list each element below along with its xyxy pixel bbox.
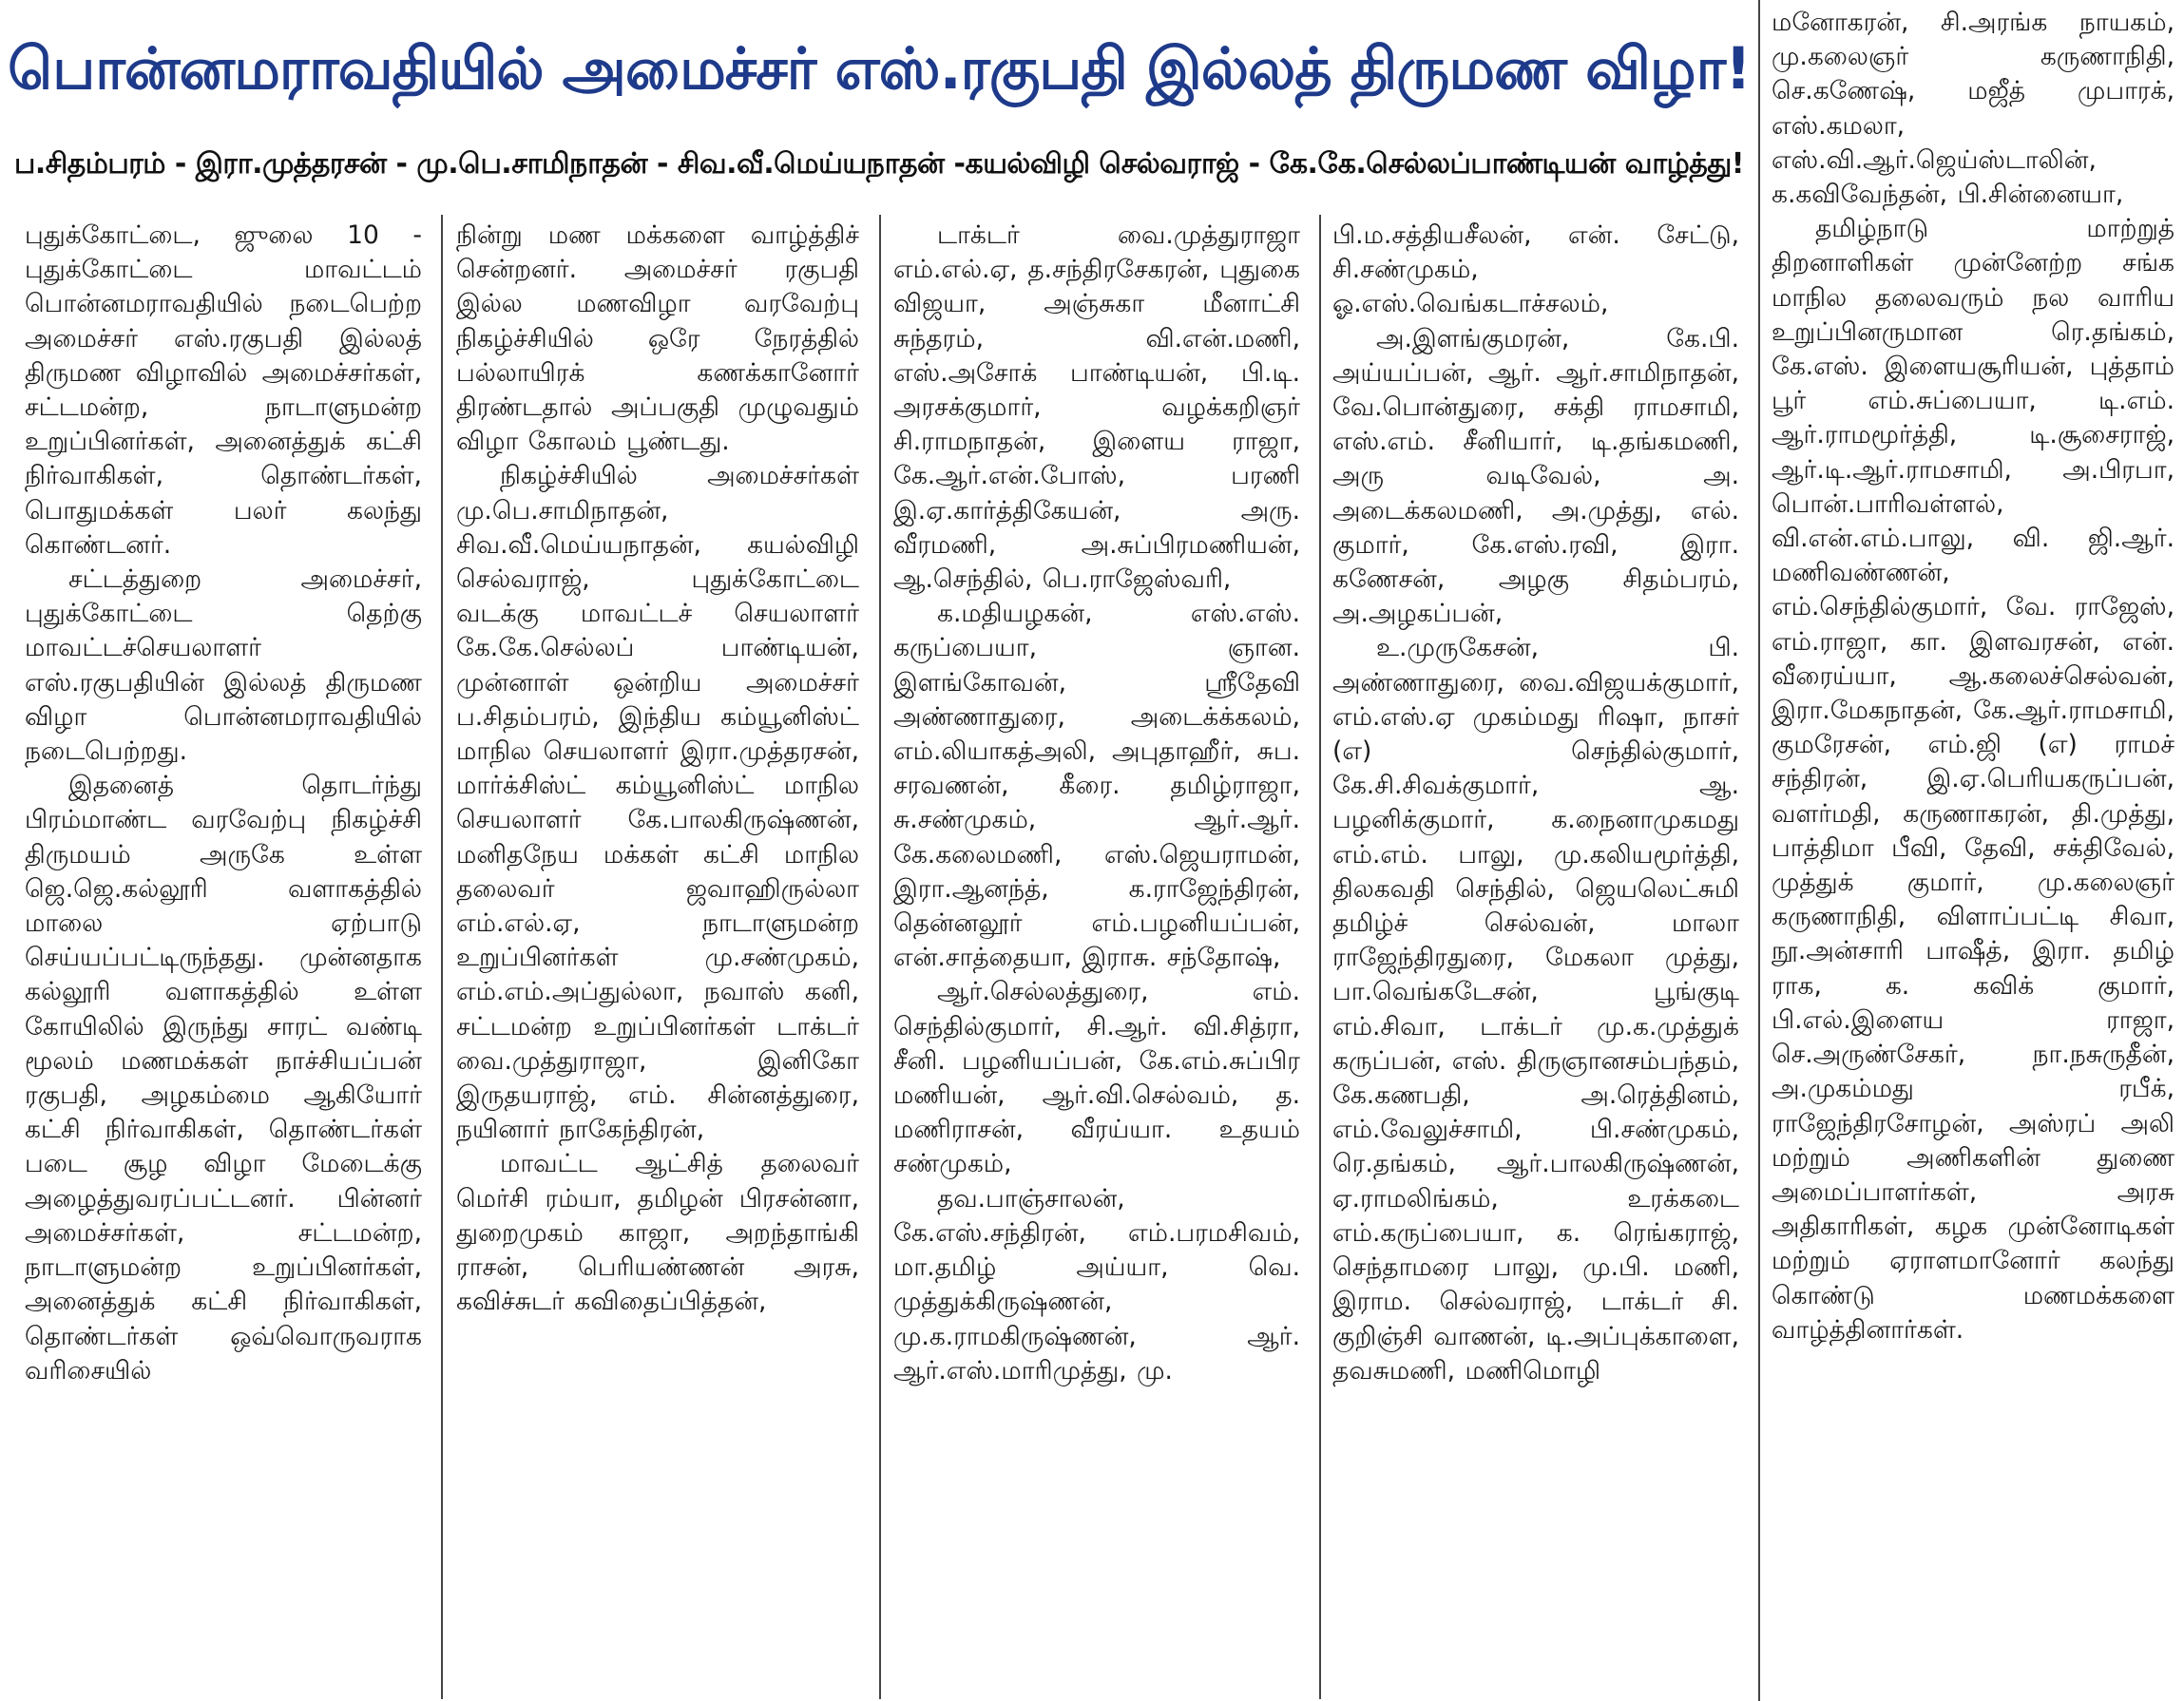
column-rule (1319, 215, 1321, 1699)
column-rule (879, 215, 881, 1699)
paragraph: ஆர்.செல்லத்துரை, எம். செந்தில்குமார், சி.ஆர். வி.சித்ரா, சீனி. பழனியப்பன், கே.எம்.சுப்பிர மணியன், ஆர்.வி.செல்வம், த. மணிராசன், வீரய்யா. உதயம் சண்முகம், (893, 977, 1300, 1179)
column-rule (1758, 0, 1760, 1701)
article-column-3 (893, 219, 1300, 1701)
paragraph: உ.முருகேசன், பி. அண்ணாதுரை, வை.விஜயக்குமார், எம்.எஸ்.ஏ முகம்மது ரிஷா, நாசர் (எ) செந்தில்குமார், கே.சி.சிவக்குமார், ஆ. பழனிக்குமார், க.நைனாமுகமது எம்.எம். பாலு, மு.கலியமூர்த்தி, திலகவதி செந்தில், ஜெயலெட்சுமி தமிழ்ச் செல்வன், மாலா ராஜேந்திரதுரை, மேகலா முத்து, பா.வெங்கடேசன், பூங்குடி எம்.சிவா, டாக்டர் மு.க.முத்துக் கருப்பன், எஸ். திருஞானசம்பந்தம், கே.கணபதி, அ.ரெத்தினம், எம்.வேலுச்சாமி, பி.சண்முகம், ரெ.தங்கம், ஆர்.பாலகிருஷ்ணன், ஏ.ராமலிங்கம், உரக்கடை எம்.கருப்பையா, க. ரெங்கராஜ், செந்தாமரை பாலு, மு.பி. மணி, இராம. செல்வராஜ், டாக்டர் சி. குறிஞ்சி வாணன், டி.அப்புக்காளை, தவசுமணி, மணிமொழி (1332, 633, 1739, 1386)
paragraph: புதுக்கோட்டை, ஜுலை 10 - புதுக்கோட்டை மாவட்டம் பொன்னமராவதியில் நடைபெற்ற அமைச்சர் எஸ்.ரகுபதி இல்லத் திருமண விழாவில் அமைச்சர்கள், சட்டமன்ற, நாடாளுமன்ற உறுப்பினர்கள், அனைத்துக் கட்சி நிர்வாகிகள், தொண்டர்கள், பொதுமக்கள் பலர் கலந்து கொண்டனர். (25, 220, 422, 560)
headline: பொன்னமராவதியில் அமைச்சர் எஸ்.ரகுபதி இல்லத் திருமண விழா! (8, 36, 1751, 103)
paragraph: அ.இளங்குமரன், கே.பி. அய்யப்பன், ஆர். ஆர்.சாமிநாதன், வே.பொன்துரை, சக்தி ராமசாமி, எஸ்.எம். சீனியார், டி.தங்கமணி, அரு வடிவேல், அ. அடைக்கலமணி, அ.முத்து, எல். குமார், கே.எஸ்.ரவி, இரா. கணேசன், அழகு சிதம்பரம், அ.அழகப்பன், (1332, 323, 1739, 629)
column-rule (441, 215, 443, 1699)
article-column-2 (456, 219, 859, 1701)
article-column-4 (1332, 219, 1739, 1701)
paragraph: தவ.பாஞ்சாலன், கே.எஸ்.சந்திரன், எம்.பரமசிவம், மா.தமிழ் அய்யா, வெ. முத்துக்கிருஷ்ணன், மு.க.ராமகிருஷ்ணன், ஆர். ஆர்.எஸ்.மாரிமுத்து, மு. (893, 1183, 1300, 1386)
paragraph: சட்டத்துறை அமைச்சர், புதுக்கோட்டை தெற்கு மாவட்டச்செயலாளர் எஸ்.ரகுபதியின் இல்லத் திருமண விழா பொன்னமராவதியில் நடைபெற்றது. (25, 564, 422, 767)
paragraph: டாக்டர் வை.முத்துராஜா எம்.எல்.ஏ, த.சந்திரசேகரன், புதுகை விஜயா, அஞ்சுகா மீனாட்சி சுந்தரம், வி.என்.மணி, எஸ்.அசோக் பாண்டியன், பி.டி. அரசக்குமார், வழக்கறிஞர் சி.ராமநாதன், இளைய ராஜா, கே.ஆர்.என்.போஸ், பரணி இ.ஏ.கார்த்திகேயன், அரு. வீரமணி, அ.சுப்பிரமணியன், ஆ.செந்தில், பெ.ராஜேஸ்வரி, (893, 220, 1300, 595)
article-column-5 (1772, 6, 2174, 1699)
paragraph: க.மதியழகன், எஸ்.எஸ். கருப்பையா, ஞான. இளங்கோவன், ஸ்ரீதேவி அண்ணாதுரை, அடைக்க்கலம், எம்.லியாகத்அலி, அபுதாஹீர், சுப. சரவணன், கீரை. தமிழ்ராஜா, சு.சண்முகம், ஆர்.ஆர். கே.கலைமணி, எஸ்.ஜெயராமன், இரா.ஆனந்த், க.ராஜேந்திரன், தென்னலூர் எம்.பழனியப்பன், என்.சாத்தையா, இராசு. சந்தோஷ், (893, 599, 1300, 973)
paragraph: மனோகரன், சி.அரங்க நாயகம், மு.கலைஞர் கருணாநிதி, செ.கணேஷ், மஜீத் முபாரக், எஸ்.கமலா, எஸ்.வி.ஆர்.ஜெய்ஸ்டாலின், க.கவிவேந்தன், பி.சின்னையா, (1772, 8, 2174, 210)
paragraph: தமிழ்நாடு மாற்றுத் திறனாளிகள் முன்னேற்ற சங்க மாநில தலைவரும் நல வாரிய உறுப்பினருமான ரெ.தங்கம், கே.எஸ். இளையசூரியன், புத்தாம் பூர் எம்.சுப்பையா, டி.எம். ஆர்.ராமமூர்த்தி, டி.சூசைராஜ், ஆர்.டி.ஆர்.ராமசாமி, அ.பிரபா, பொன்.பாரிவள்ளல், வி.என்.எம்.பாலு, வி. ஜி.ஆர். மணிவண்ணன், எம்.செந்தில்குமார், வே. ராஜேஸ், எம்.ராஜா, கா. இளவரசன், என். வீரைய்யா, ஆ.கலைச்செல்வன், இரா.மேகநாதன், கே.ஆர்.ராமசாமி, குமரேசன், எம்.ஜி (எ) ராமச் சந்திரன், இ.ஏ.பெரியகருப்பன், வளர்மதி, கருணாகரன், தி.முத்து, பாத்திமா பீவி, தேவி, சக்திவேல், முத்துக் குமார், மு.கலைஞர் கருணாநிதி, விளாப்பட்டி சிவா, நூ.அன்சாரி பாஷீத், இரா. தமிழ் ராக, க. கவிக் குமார், பி.எல்.இளைய ராஜா, செ.அருண்சேகர், நா.நசுருதீன், அ.முகம்மது ரபீக், ராஜேந்திரசோழன், அஸ்ரப் அலி மற்றும் அணிகளின் துணை அமைப்பாளர்கள், அரசு அதிகாரிகள், கழக முன்னோடிகள் மற்றும் ஏராளமானோர் கலந்து கொண்டு மணமக்களை வாழ்த்தினார்கள். (1772, 214, 2174, 1345)
subheadline: ப.சிதம்பரம் - இரா.முத்தரசன் - மு.பெ.சாமிநாதன் - சிவ.வீ.மெய்யநாதன் -கயல்விழி செல்வராஜ் - கே.கே.செல்லப்பாண்டியன் வாழ்த்து! (14, 147, 1744, 181)
paragraph: நிகழ்ச்சியில் அமைச்சர்கள் மு.பெ.சாமிநாதன், சிவ.வீ.மெய்யநாதன், கயல்விழி செல்வராஜ், புதுக்கோட்டை வடக்கு மாவட்டச் செயலாளர் கே.கே.செல்லப் பாண்டியன், முன்னாள் ஒன்றிய அமைச்சர் ப.சிதம்பரம், இந்திய கம்யூனிஸ்ட் மாநில செயலாளர் இரா.முத்தரசன், மார்க்சிஸ்ட் கம்யூனிஸ்ட் மாநில செயலாளர் கே.பாலகிருஷ்ணன், மனிதநேய மக்கள் கட்சி மாநில தலைவர் ஜவாஹிருல்லா எம்.எல்.ஏ, நாடாளுமன்ற உறுப்பினர்கள் மு.சண்முகம், எம்.எம்.அப்துல்லா, நவாஸ் கனி, சட்டமன்ற உறுப்பினர்கள் டாக்டர் வை.முத்துராஜா, இனிகோ இருதயராஜ், எம். சின்னத்துரை, நயினார் நாகேந்திரன், (456, 461, 859, 1145)
article-column-1 (25, 219, 422, 1701)
paragraph: பி.ம.சத்தியசீலன், என். சேட்டு, சி.சண்முகம், ஓ.எஸ்.வெங்கடாச்சலம், (1332, 220, 1739, 319)
paragraph: நின்று மண மக்களை வாழ்த்திச் சென்றனர். அமைச்சர் ரகுபதி இல்ல மணவிழா வரவேற்பு நிகழ்ச்சியில் ஒரே நேரத்தில் பல்லாயிரக் கணக்கானோர் திரண்டதால் அப்பகுதி முழுவதும் விழா கோலம் பூண்டது. (456, 220, 859, 457)
paragraph: இதனைத் தொடர்ந்து பிரம்மாண்ட வரவேற்பு நிகழ்ச்சி திருமயம் அருகே உள்ள ஜெ.ஜெ.கல்லூரி வளாகத்தில் மாலை ஏற்பாடு செய்யப்பட்டிருந்தது. முன்னதாக கல்லூரி வளாகத்தில் உள்ள கோயிலில் இருந்து சாரட் வண்டி மூலம் மணமக்கள் நாச்சியப்பன் ரகுபதி, அழகம்மை ஆகியோர் கட்சி நிர்வாகிகள், தொண்டர்கள் படை சூழ விழா மேடைக்கு அழைத்துவரப்பட்டனர். பின்னர் அமைச்சர்கள், சட்டமன்ற, நாடாளுமன்ற உறுப்பினர்கள், அனைத்துக் கட்சி நிர்வாகிகள், தொண்டர்கள் ஒவ்வொருவராக வரிசையில் (25, 771, 422, 1386)
paragraph: மாவட்ட ஆட்சித் தலைவர் மெர்சி ரம்யா, தமிழன் பிரசன்னா, துறைமுகம் காஜா, அறந்தாங்கி ராசன், பெரியண்ணன் அரசு, கவிச்சுடர் கவிதைப்பித்தன், (456, 1149, 859, 1317)
